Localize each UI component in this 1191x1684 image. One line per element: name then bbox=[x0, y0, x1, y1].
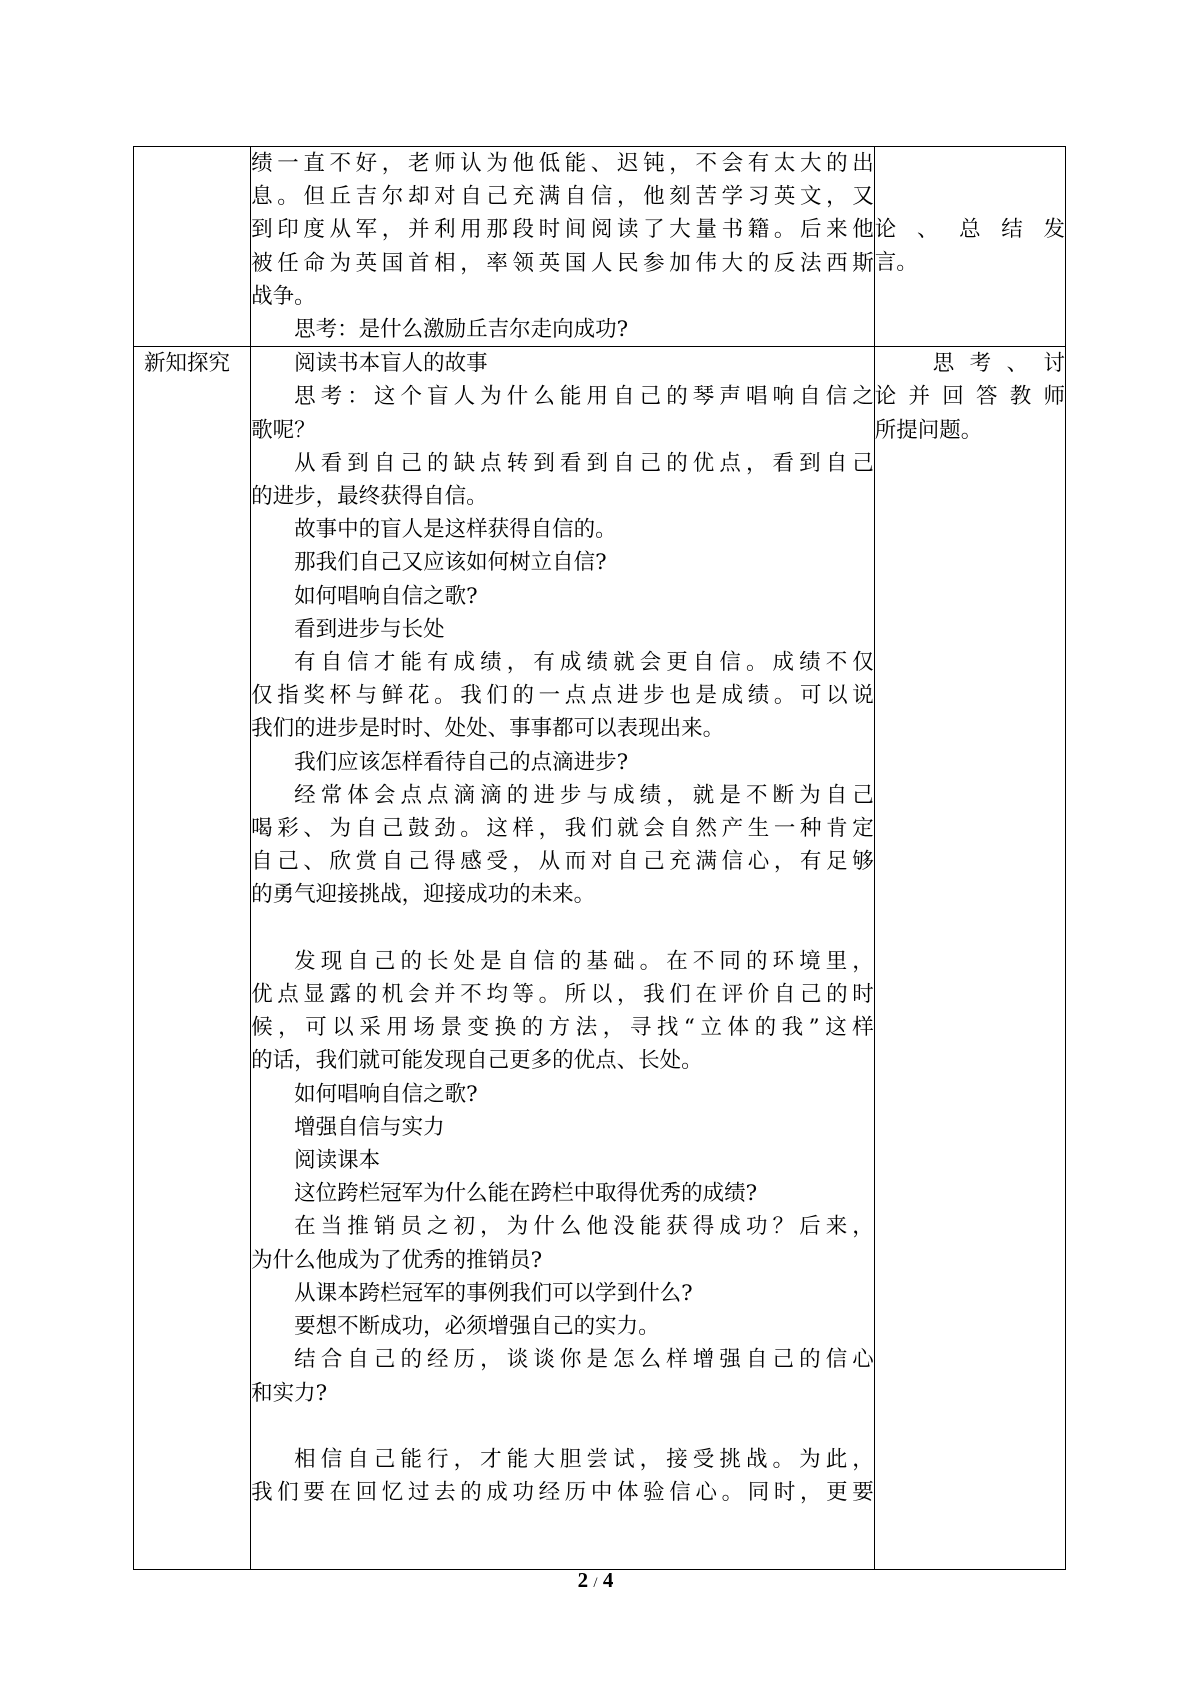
paragraph-line: 的话，我们就可能发现自己更多的优点、长处。 bbox=[251, 1048, 703, 1074]
page-separator: / bbox=[593, 1575, 598, 1591]
teacher-activity-text bbox=[251, 147, 874, 346]
student-activity-line: 论并回答教师 bbox=[874, 384, 1065, 410]
paragraph-line: 故事中的盲人是这样获得自信的。 bbox=[294, 517, 617, 543]
paragraph-line: 从课本跨栏冠军的事例我们可以学到什么? bbox=[294, 1280, 693, 1306]
student-activity-cell bbox=[874, 147, 1065, 347]
paragraph-line: 那我们自己又应该如何树立自信? bbox=[294, 550, 607, 576]
paragraph-line: 在当推销员之初，为什么他没能获得成功？后来， bbox=[294, 1214, 874, 1240]
paragraph-line: 增强自信与实力 bbox=[294, 1114, 445, 1140]
blank-line bbox=[251, 912, 874, 945]
paragraph-line: 到印度从军，并利用那段时间阅读了大量书籍。后来他 bbox=[251, 217, 874, 243]
paragraph-line: 歌呢？ bbox=[251, 417, 316, 443]
table-row-new-knowledge bbox=[134, 347, 1066, 1570]
paragraph-line: 看到进步与长处 bbox=[294, 616, 445, 642]
paragraph-line: 如何唱响自信之歌? bbox=[294, 1081, 478, 1107]
table-row-continued bbox=[134, 147, 1066, 347]
paragraph-line: 如何唱响自信之歌? bbox=[294, 583, 478, 609]
teacher-activity-text bbox=[251, 347, 874, 1509]
student-activity-line: 所提问题。 bbox=[874, 417, 983, 443]
paragraph-line: 自己、欣赏自己得感受，从而对自己充满信心，有足够 bbox=[251, 849, 874, 875]
paragraph-line: 的勇气迎接挑战，迎接成功的未来。 bbox=[251, 882, 596, 908]
student-activity-line: 思考、讨 bbox=[932, 351, 1065, 377]
page-number bbox=[0, 1568, 1191, 1593]
paragraph-line: 阅读书本盲人的故事 bbox=[294, 351, 488, 377]
student-activity-line: 论、总结发 bbox=[874, 217, 1065, 242]
page-current: 2 bbox=[577, 1568, 589, 1592]
paragraph-line: 的进步，最终获得自信。 bbox=[251, 484, 488, 510]
section-label-cell bbox=[134, 147, 251, 347]
paragraph-line: 阅读课本 bbox=[294, 1148, 381, 1174]
student-activity-cell bbox=[874, 347, 1065, 1570]
paragraph-line: 要想不断成功，必须增强自己的实力。 bbox=[294, 1314, 660, 1340]
paragraph-line: 被任命为英国首相，率领英国人民参加伟大的反法西斯 bbox=[251, 250, 874, 276]
paragraph-line: 思考：是什么激励丘吉尔走向成功? bbox=[294, 317, 629, 343]
paragraph-line: 绩一直不好，老师认为他低能、迟钝，不会有太大的出 bbox=[251, 151, 874, 176]
paragraph-line: 息。但丘吉尔却对自己充满自信，他刻苦学习英文，又 bbox=[251, 184, 874, 210]
paragraph-line: 我们的进步是时时、处处、事事都可以表现出来。 bbox=[251, 716, 725, 742]
paragraph-line: 喝彩、为自己鼓劲。这样，我们就会自然产生一种肯定 bbox=[251, 816, 874, 842]
paragraph-line: 结合自己的经历，谈谈你是怎么样增强自己的信心 bbox=[294, 1347, 874, 1373]
blank-line bbox=[251, 1410, 874, 1443]
paragraph-line: 我们要在回忆过去的成功经历中体验信心。同时，更要 bbox=[251, 1480, 874, 1506]
paragraph-line: 候，可以采用场景变换的方法，寻找“立体的我”这样 bbox=[251, 1015, 874, 1041]
paragraph-line: 经常体会点点滴滴的进步与成绩，就是不断为自己 bbox=[294, 782, 874, 808]
teacher-activity-cell bbox=[251, 147, 875, 347]
paragraph-line: 思考：这个盲人为什么能用自己的琴声唱响自信之 bbox=[294, 384, 874, 410]
paragraph-line: 战争。 bbox=[251, 283, 316, 309]
section-label-cell bbox=[134, 347, 251, 1570]
paragraph-line: 这位跨栏冠军为什么能在跨栏中取得优秀的成绩? bbox=[294, 1181, 758, 1207]
paragraph-line: 相信自己能行，才能大胆尝试，接受挑战。为此， bbox=[294, 1446, 874, 1472]
paragraph-line: 为什么他成为了优秀的推销员? bbox=[251, 1247, 543, 1273]
lesson-plan-table bbox=[133, 146, 1066, 1570]
paragraph-line: 发现自己的长处是自信的基础。在不同的环境里， bbox=[294, 948, 874, 974]
paragraph-line: 和实力? bbox=[251, 1380, 328, 1406]
paragraph-line: 从看到自己的缺点转到看到自己的优点，看到自己 bbox=[294, 450, 874, 476]
page-total: 4 bbox=[602, 1568, 614, 1592]
section-label: 新知探究 bbox=[144, 351, 231, 377]
paragraph-line: 有自信才能有成绩，有成绩就会更自信。成绩不仅 bbox=[294, 650, 874, 676]
student-activity-line: 言。 bbox=[874, 250, 918, 276]
paragraph-line: 优点显露的机会并不均等。所以，我们在评价自己的时 bbox=[251, 982, 874, 1008]
teacher-activity-cell bbox=[251, 347, 875, 1570]
paragraph-line: 仅指奖杯与鲜花。我们的一点点进步也是成绩。可以说 bbox=[251, 683, 874, 709]
paragraph-line: 我们应该怎样看待自己的点滴进步? bbox=[294, 749, 629, 775]
